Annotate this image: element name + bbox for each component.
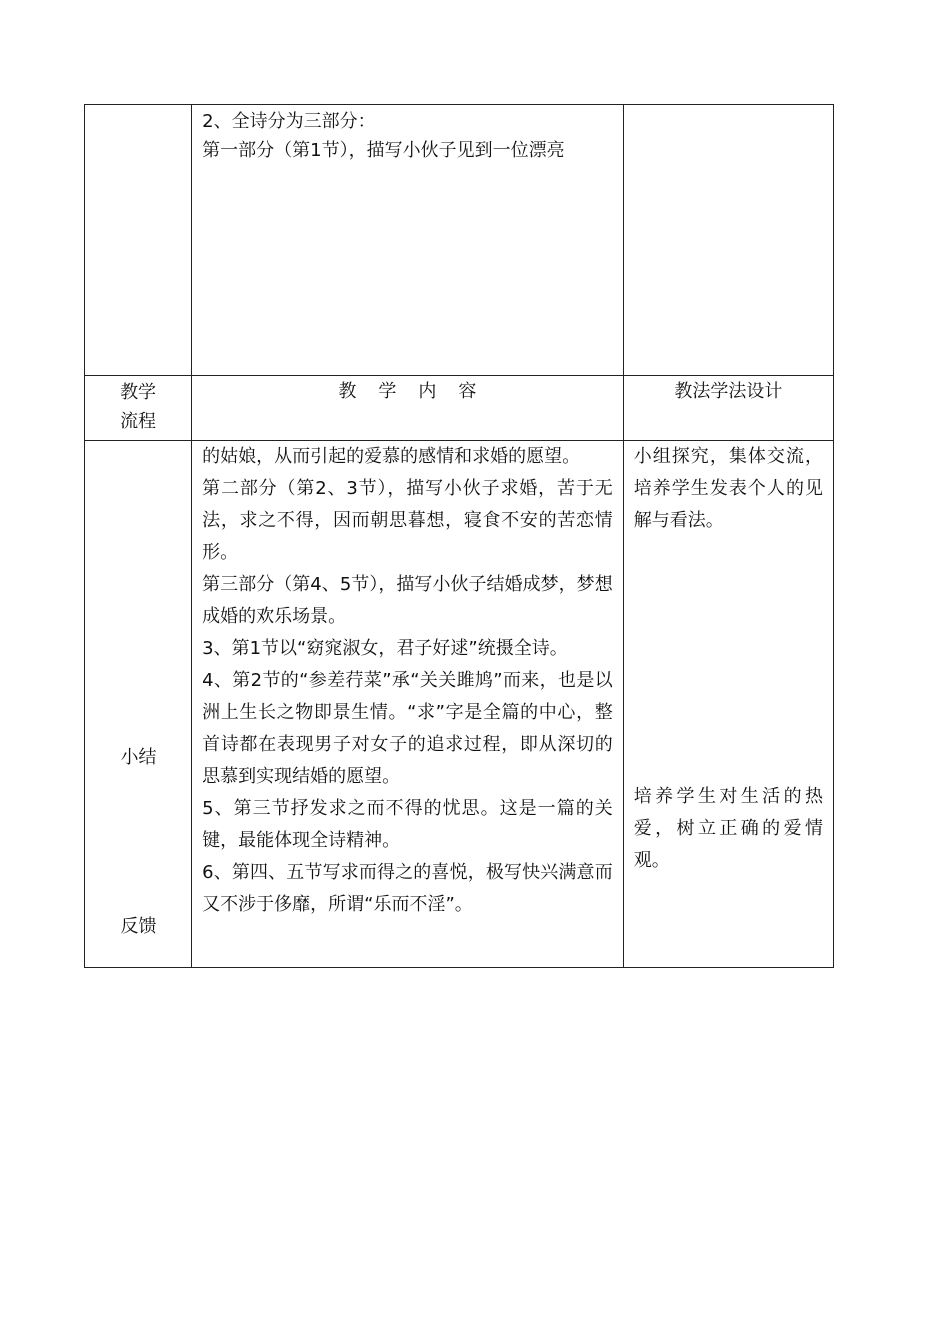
content-paragraph: 5、第三节抒发求之而不得的忧思。这是一篇的关键，最能体现全诗精神。 <box>202 798 613 851</box>
flow-cell-empty <box>85 105 192 376</box>
method-note-2: 培养学生对生活的热爱，树立正确的爱情观。 <box>633 786 823 871</box>
content-paragraph: 第二部分（第2、3节），描写小伙子求婚，苦于无法，求之不得，因而朝思暮想，寝食不安的苦恋情形。 <box>202 478 613 563</box>
method-cell-empty <box>623 105 833 376</box>
table-row-continued <box>85 105 834 376</box>
header-content-label: 教学内容 <box>338 381 499 402</box>
flow-cell <box>85 441 192 968</box>
content-paragraph: 3、第1节以“窈窕淑女，君子好逑”统摄全诗。 <box>202 638 568 659</box>
method-cell <box>623 441 833 968</box>
header-flow-line2: 流程 <box>120 411 157 432</box>
content-paragraph: 第三部分（第4、5节），描写小伙子结婚成梦，梦想成婚的欢乐场景。 <box>202 574 613 627</box>
content-paragraph: 的姑娘，从而引起的爱慕的感情和求婚的愿望。 <box>202 446 581 467</box>
content-paragraph: 6、第四、五节写求而得之的喜悦，极写快兴满意而又不涉于侈靡，所谓“乐而不淫”。 <box>202 862 613 915</box>
table-row-main <box>85 441 834 968</box>
lesson-plan-table <box>84 104 834 968</box>
header-content <box>192 376 624 441</box>
label-feedback: 反馈 <box>120 916 157 937</box>
content-cell-top <box>192 105 624 376</box>
content-cell-main <box>192 441 624 968</box>
content-paragraph: 4、第2节的“参差荇菜”承“关关雎鸠”而来，也是以洲上生长之物即景生情。“求”字是全篇的中心，整首诗都在表现男子对女子的追求过程，即从深切的思慕到实现结婚的愿望。 <box>202 670 613 787</box>
header-flow-line1: 教学 <box>120 382 157 403</box>
method-note-1: 小组探究，集体交流，培养学生发表个人的见解与看法。 <box>633 446 823 531</box>
header-method <box>623 376 833 441</box>
label-summary: 小结 <box>120 747 157 768</box>
header-flow <box>85 376 192 441</box>
content-paragraph: 2、全诗分为三部分： <box>202 111 376 132</box>
table-header-row <box>85 376 834 441</box>
header-method-label: 教法学法设计 <box>674 381 783 402</box>
content-paragraph: 第一部分（第1节），描写小伙子见到一位漂亮 <box>202 140 565 161</box>
